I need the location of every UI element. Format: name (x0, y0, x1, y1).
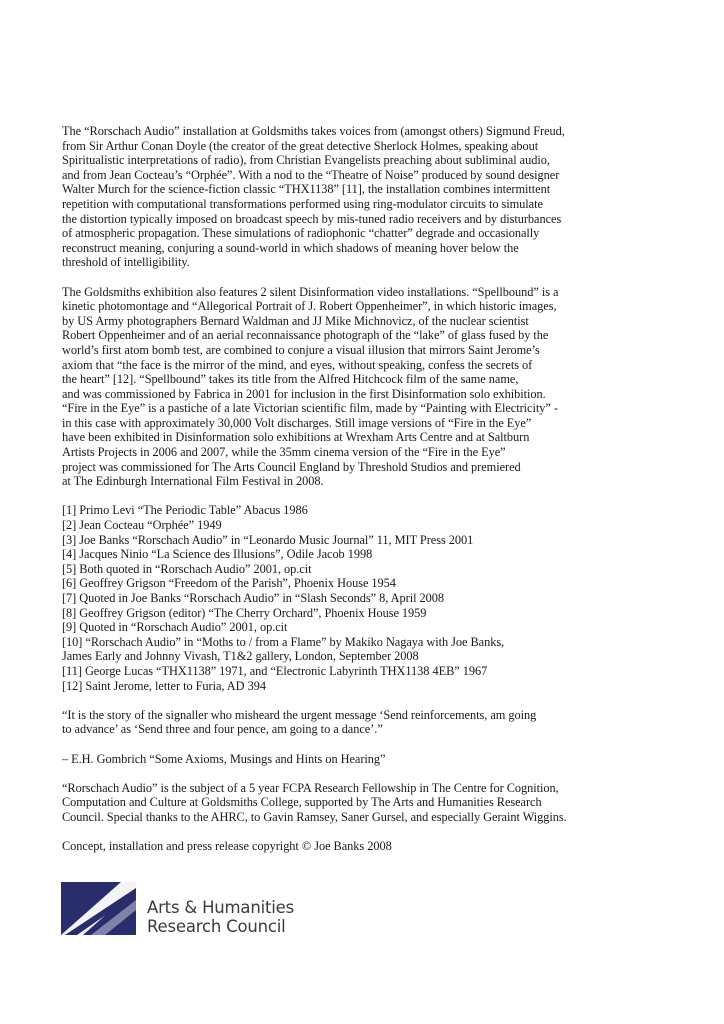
paragraph-installation: The “Rorschach Audio” installation at Goldsmiths takes voices from (amongst others) Sigmund Freud, from Sir Arthur Conan Doyle (the creator of the great detective Sherlock Holmes, speaking about Spiritualistic interpretations of radio), from Christian Evangelists preaching about subliminal audio, and from Jean Cocteau’s “Orphée”. With a nod to the “Theatre of Noise” produced by sound designer Walter Murch for the science-fiction classic “THX1138” [11], the installation combines intermittent repetition with computational transformations performed using ring-modulator circuits to simulate the distortion typically imposed on broadcast speech by mis-tuned radio receivers and by disturbances of atmospheric propagation. These simulations of radiophonic “chatter” degrade and occasionally reconstruct meaning, conjuring a sound-world in which shadows of meaning hover below the threshold of intelligibility. (62, 124, 565, 270)
press-release-text (62, 124, 682, 854)
ahrc-wordmark-line2: Research Council (147, 917, 286, 936)
ahrc-logo-icon (61, 882, 136, 935)
acknowledgement: “Rorschach Audio” is the subject of a 5 year FCPA Research Fellowship in The Centre for Cognition, Computation and Culture at Goldsmiths College, supported by The Arts and Humanities Research Council. Special thanks to the AHRC, to Gavin Ramsey, Saner Gursel, and especially Geraint Wiggins. (62, 780, 567, 824)
paragraph-exhibition: The Goldsmiths exhibition also features 2 silent Disinformation video installations. “Spellbound” is a kinetic photomontage and “Allegorical Portrait of J. Robert Oppenheimer”, in which historic images, by US Army photographers Bernard Waldman and JJ Mike Michnovicz, of the nuclear scientist Robert Oppenheimer and of an aerial reconnaissance photograph of the “lake” of glass fused by the world’s first atom bomb test, are combined to conjure a visual illusion that mirrors Saint Jerome’s axiom that “the face is the mirror of the mind, and eyes, without speaking, confess the secrets of the heart” [12]. “Spellbound” takes its title from the Alfred Hitchcock film of the same name, and was commissioned by Fabrica in 2001 for inclusion in the first Disinformation solo exhibition. “Fire in the Eye” is a pastiche of a late Victorian scientific film, made by “Painting with Electricity” - in this case with approximately 30,000 Volt discharges. Still image versions of “Fire in the Eye” have been exhibited in Disinformation solo exhibitions at Wrexham Arts Centre and at Saltburn Artists Projects in 2006 and 2007, while the 35mm cinema version of the “Fire in the Eye” project was commissioned for The Arts Council England by Threshold Studios and premiered at The Edinburgh International Film Festival in 2008. (62, 284, 559, 489)
ahrc-wordmark-line1: Arts & Humanities (147, 898, 294, 917)
quote: “It is the story of the signaller who misheard the urgent message ‘Send reinforcements, am going to advance’ as ‘Send three and four pence, am going to a dance’.” (62, 707, 537, 737)
copyright-notice: Concept, installation and press release copyright © Joe Banks 2008 (62, 839, 392, 854)
ahrc-logo (61, 882, 361, 938)
ahrc-wordmark (147, 898, 294, 936)
references-list: [1] Primo Levi “The Periodic Table” Abacus 1986 [2] Jean Cocteau “Orphée” 1949 [3] Joe Banks “Rorschach Audio” in “Leonardo Music Journal” 11, MIT Press 2001 [4] Jacques Ninio “La Science des Illusions”, Odile Jacob 1998 [5] Both quoted in “Rorschach Audio” 2001, op.cit [6] Geoffrey Grigson “Freedom of the Parish”, Phoenix House 1954 [7] Quoted in Joe Banks “Rorschach Audio” in “Slash Seconds” 8, April 2008 [8] Geoffrey Grigson (editor) “The Cherry Orchard”, Phoenix House 1959 [9] Quoted in “Rorschach Audio” 2001, op.cit [10] “Rorschach Audio” in “Moths to / from a Flame” by Makiko Nagaya with Joe Banks, James Early and Johnny Vivash, T1&2 gallery, London, September 2008 [11] George Lucas “THX1138” 1971, and “Electronic Labyrinth THX1138 4EB” 1967 [12] Saint Jerome, letter to Furia, AD 394 (62, 503, 505, 693)
quote-attribution: – E.H. Gombrich “Some Axioms, Musings and Hints on Hearing” (62, 751, 386, 766)
